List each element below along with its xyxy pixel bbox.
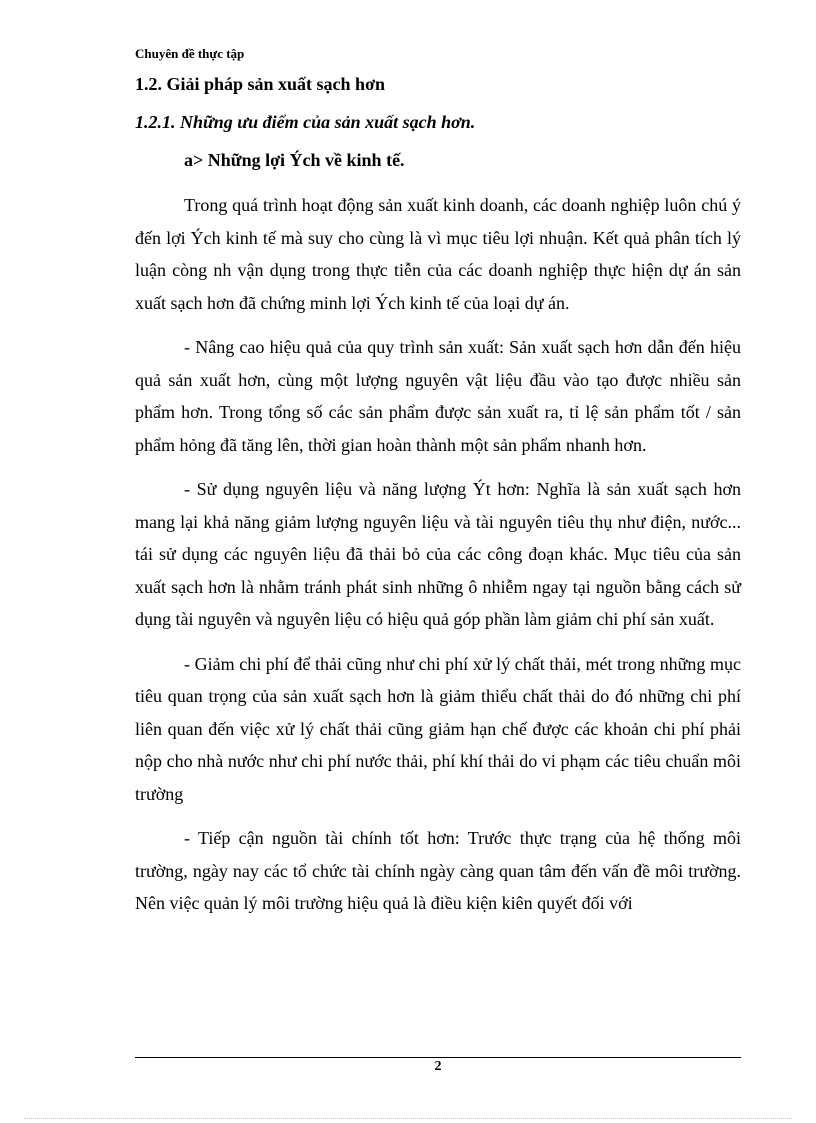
paragraph: - Tiếp cận nguồn tài chính tốt hơn: Trước thực trạng của hệ thống môi trường, ngày nay các tổ chức tài chính ngày càng quan tâm đến vấn đề môi trường. Nên việc quản lý môi trường hiệu quả là điều kiện kiên quyết đối với xyxy=(135,828,741,913)
page-bottom-edge xyxy=(24,1118,792,1119)
paragraph: Trong quá trình hoạt động sản xuất kinh doanh, các doanh nghiệp luôn chú ý đến lợi Ých kinh tế mà suy cho cùng là vì mục tiêu lợi nhuận. Kết quả phân tích lý luận còng nh vận dụng trong thực tiễn của các doanh nghiệp thực hiện dự án sản xuất sạch hơn đã chứng minh lợi Ých kinh tế của loại dự án. xyxy=(135,195,741,313)
running-header: Chuyên đề thực tập xyxy=(135,46,245,61)
footer-divider xyxy=(135,1057,741,1058)
paragraph: - Nâng cao hiệu quả của quy trình sản xuất: Sản xuất sạch hơn dẫn đến hiệu quả sản xuất hơn, cùng một lượng nguyên vật liệu đầu vào tạo được nhiều sản phẩm hơn. Trong tổng số các sản phẩm được sản xuất ra, tỉ lệ sản phẩm tốt / sản phẩm hỏng đã tăng lên, thời gian hoàn thành một sản phẩm nhanh hơn. xyxy=(135,337,741,455)
paragraph: - Sử dụng nguyên liệu và năng lượng Ýt hơn: Nghĩa là sản xuất sạch hơn mang lại khả năng giảm lượng nguyên liệu và tài nguyên tiêu thụ như điện, nước... tái sử dụng các nguyên liệu đã thải bỏ của các công đoạn khác. Mục tiêu của sản xuất sạch hơn là nhằm tránh phát sinh những ô nhiễm ngay tại nguồn bằng cách sử dụng tài nguyên và nguyên liệu có hiệu quả góp phần làm giảm chi phí sản xuất. xyxy=(135,479,741,629)
subsection-title: 1.2.1. Những ưu điểm của sản xuất sạch hơn. xyxy=(135,112,476,132)
page-number: 2 xyxy=(434,1059,442,1074)
subheading: a> Những lợi Ých về kinh tế. xyxy=(184,150,405,170)
paragraph: - Giảm chi phí để thải cũng như chi phí xử lý chất thải, mét trong những mục tiêu quan trọng của sản xuất sạch hơn là giảm thiểu chất thải do đó những chi phí liên quan đến việc xử lý chất thải cũng giảm hạn chế được các khoản chi phí phải nộp cho nhà nước như chi phí nước thải, phí khí thải do vi phạm các tiêu chuẩn môi trường xyxy=(135,653,741,804)
section-title: 1.2. Giải pháp sản xuất sạch hơn xyxy=(135,74,386,94)
body-text xyxy=(135,189,741,932)
